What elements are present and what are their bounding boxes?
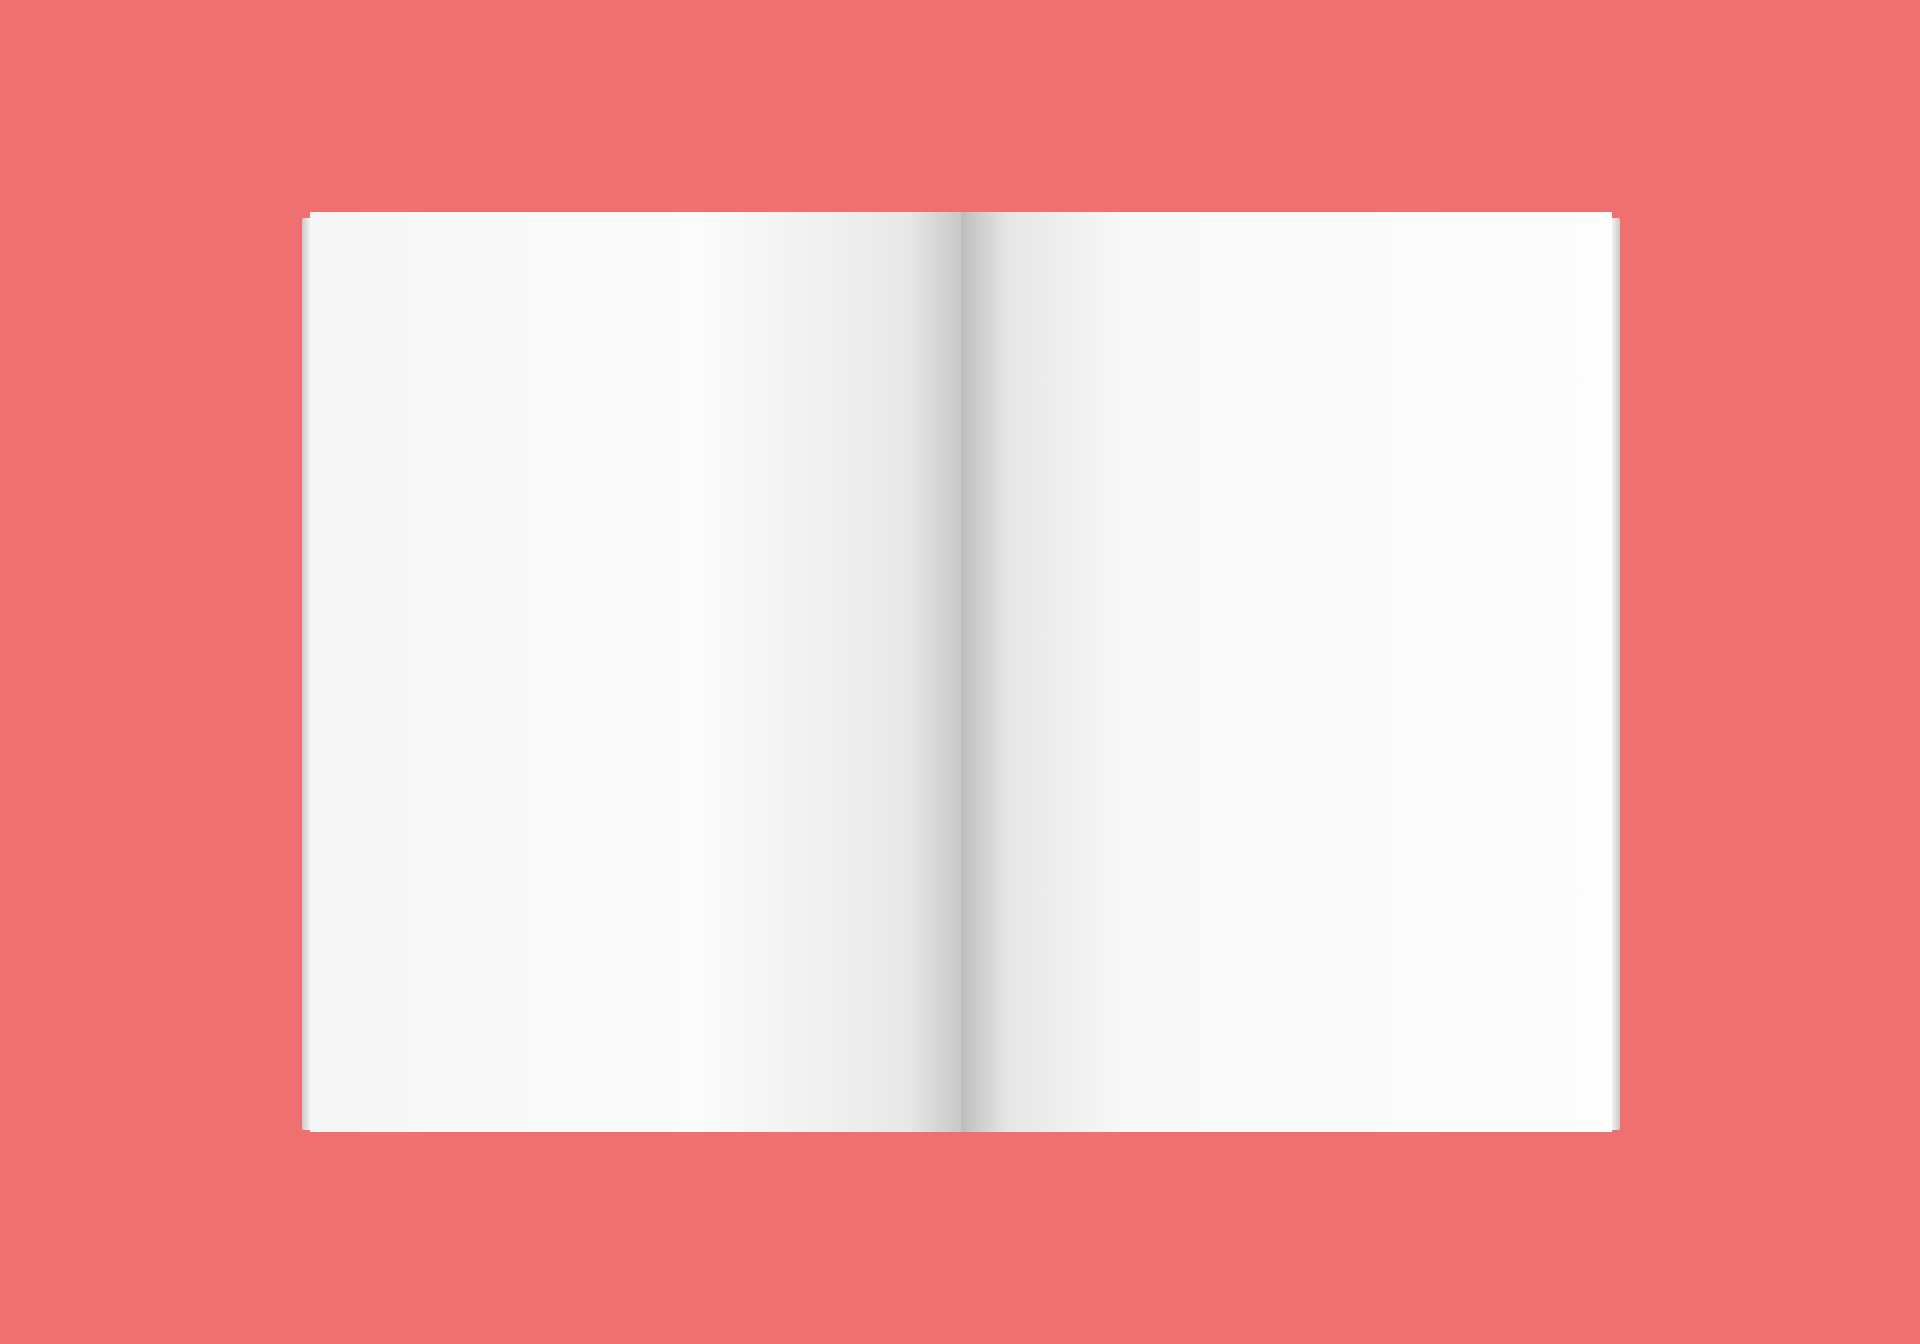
left-footer	[368, 1094, 376, 1104]
left-page	[310, 212, 961, 1132]
right-footer	[1538, 1094, 1546, 1104]
open-booklet	[310, 212, 1612, 1132]
right-page	[961, 212, 1612, 1132]
